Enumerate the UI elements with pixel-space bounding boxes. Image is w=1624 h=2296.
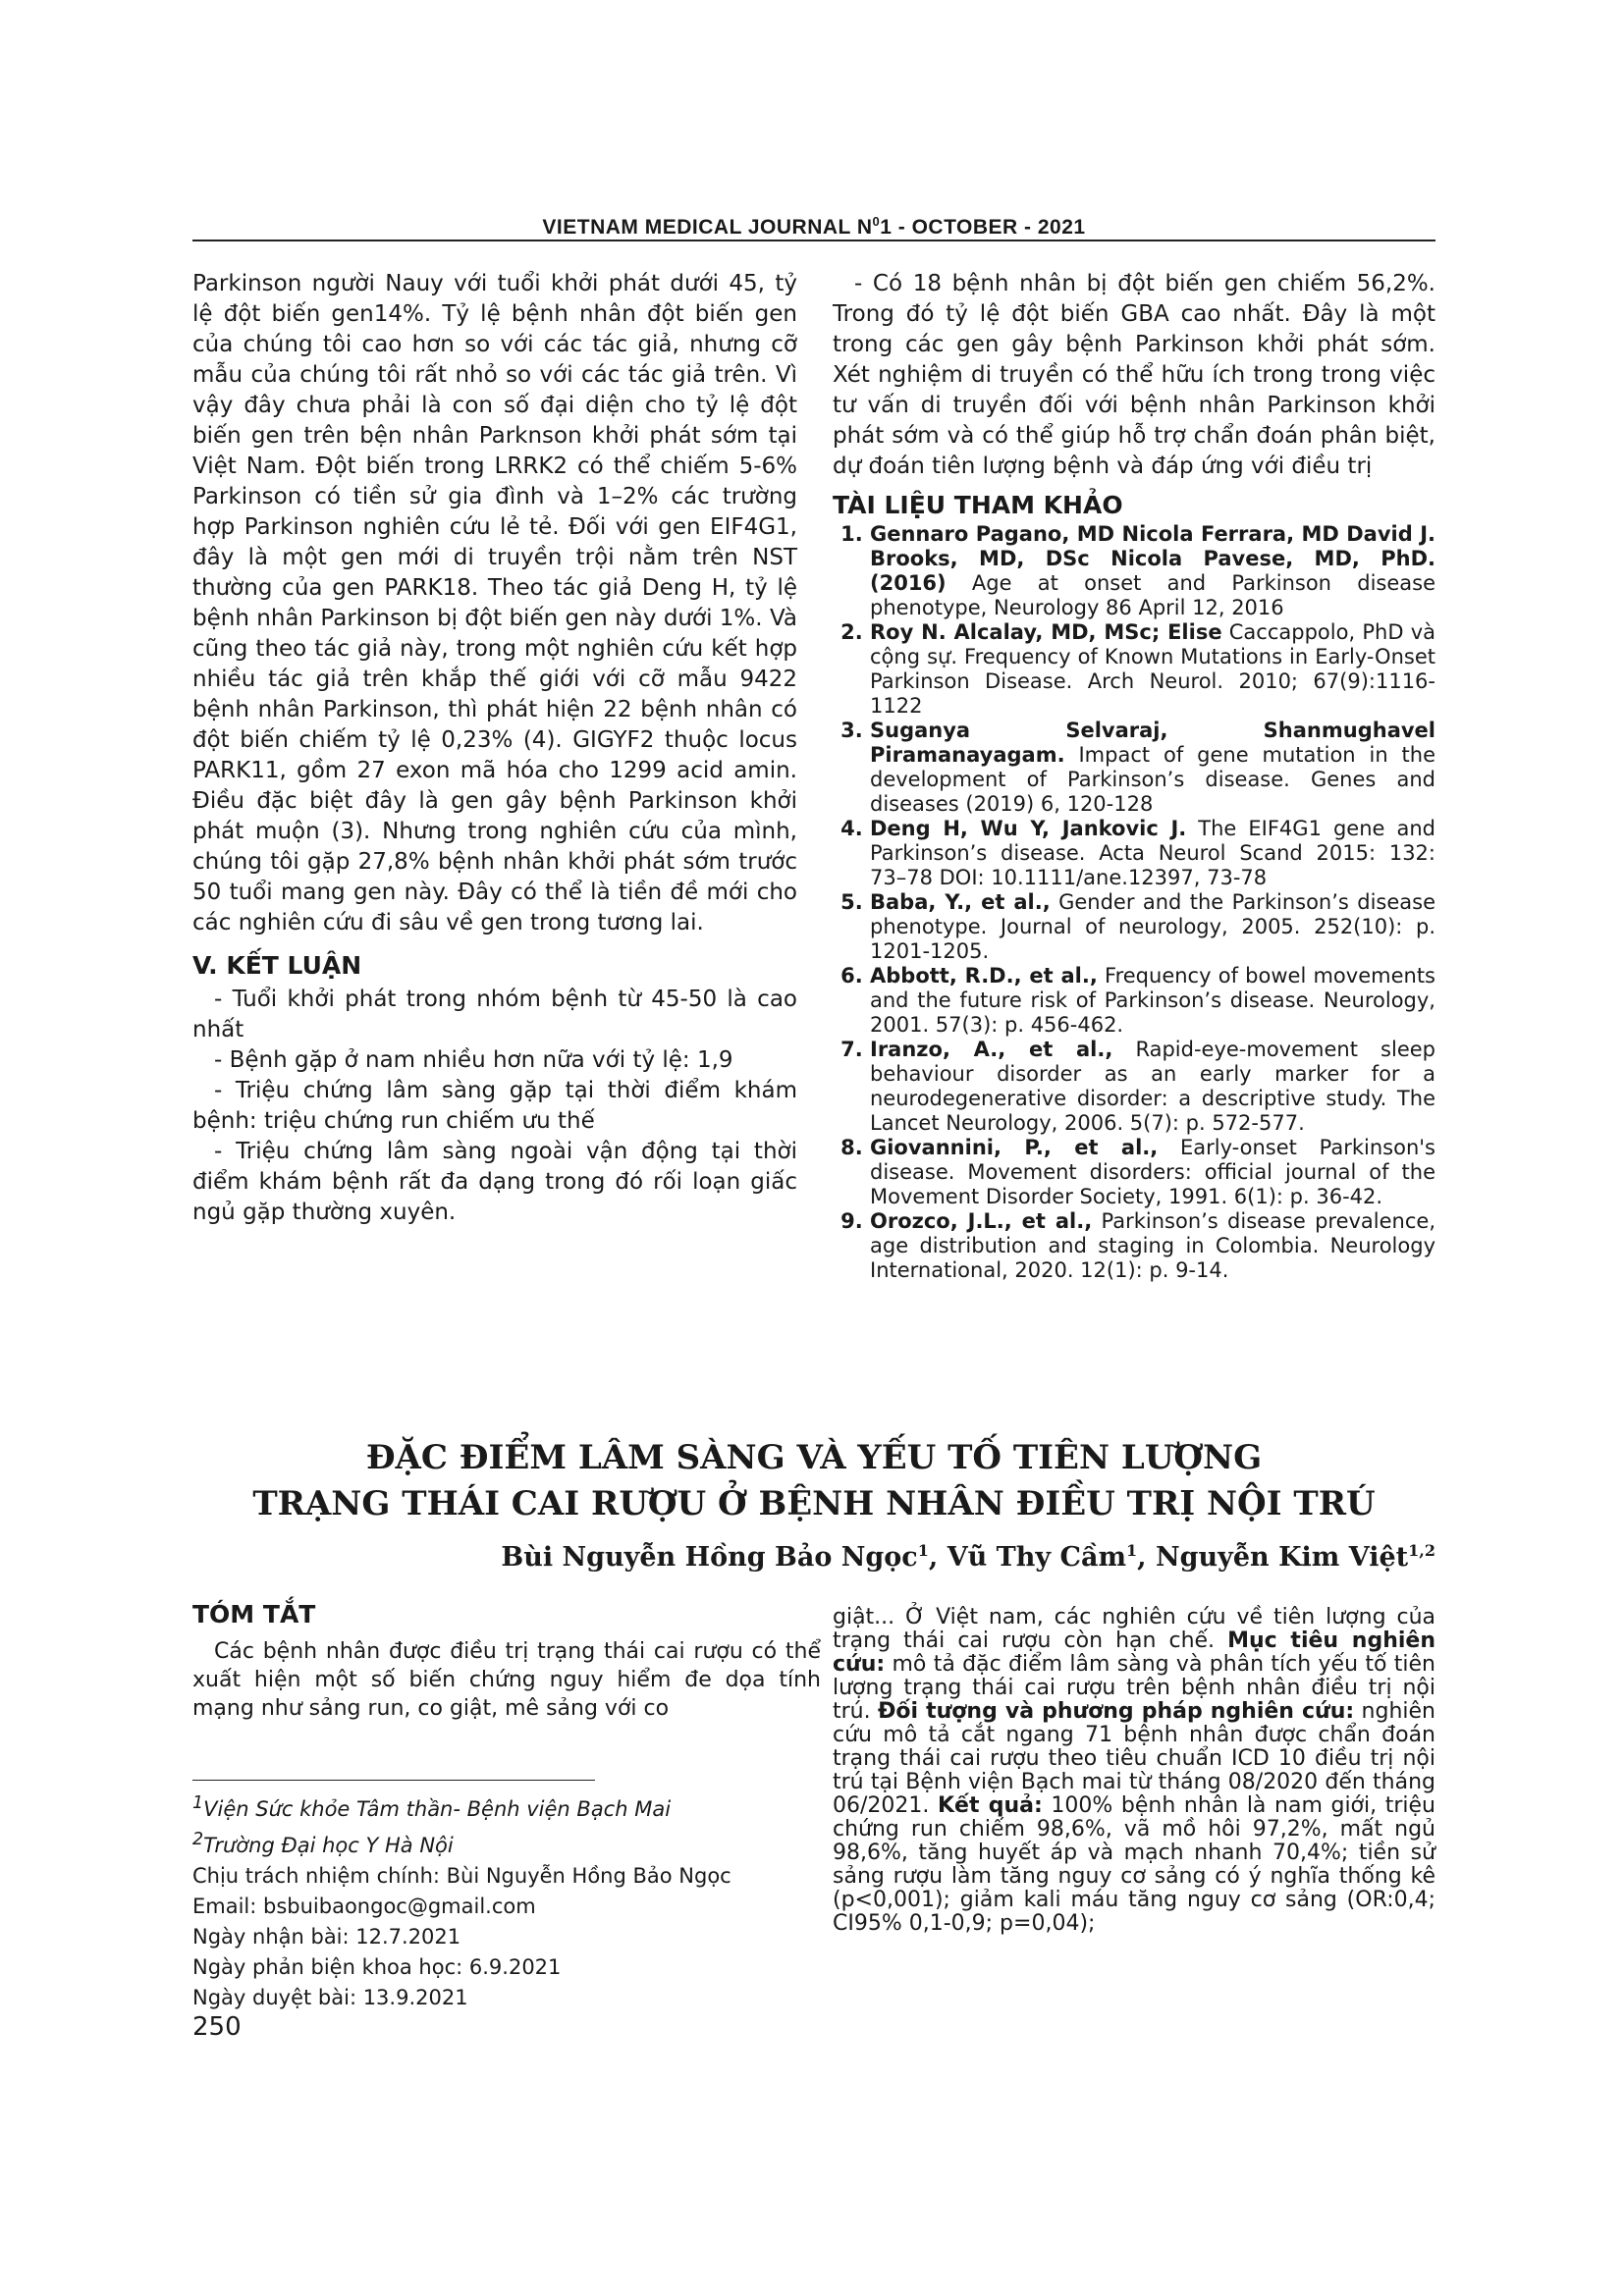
article-title-line-2: TRẠNG THÁI CAI RƯỢU Ở BỆNH NHÂN ĐIỀU TRỊ NỘI TRÚ	[252, 1484, 1376, 1523]
reference-item	[870, 890, 1435, 964]
conclusion-item: - Tuổi khởi phát trong nhóm bệnh từ 45-50 là cao nhất	[192, 987, 797, 1042]
footnote-affiliation-1	[192, 1789, 821, 1825]
summary-text: nghiên cứu mô tả cắt ngang 71 bệnh nhân được chẩn đoán trạng thái cai rượu theo tiêu chuẩn ICD 10 điều trị nội trú tại Bệnh viện Bạch mai từ tháng 08/2020 đến tháng 06/2021.	[833, 1699, 1435, 1818]
reference-item	[870, 620, 1435, 719]
author-name: Bùi Nguyễn Hồng Bảo Ngọc	[501, 1542, 918, 1573]
reference-authors: Iranzo, A., et al.,	[870, 1038, 1113, 1061]
reference-citation: Impact of gene mutation in the development of Parkinson’s disease. Genes and diseases (2019) 6, 120-128	[870, 743, 1435, 816]
reference-citation: The EIF4G1 gene and Parkinson’s disease. Acta Neurol Scand 2015: 132: 73–78 DOI: 10.1111/ane.12397, 73-78	[870, 817, 1435, 889]
summary-label-objective: Mục tiêu nghiên cứu:	[833, 1629, 1435, 1677]
footnote-text: Viện Sức khỏe Tâm thần- Bệnh viện Bạch Mai	[203, 1797, 672, 1821]
reference-item	[870, 719, 1435, 817]
author-affiliation: 1	[917, 1541, 929, 1560]
footnote-rule	[192, 1780, 595, 1781]
journal-name: VIETNAM MEDICAL JOURNAL N	[542, 216, 873, 239]
conclusion-paragraph: - Có 18 bệnh nhân bị đột biến gen chiếm 56,2%. Trong đó tỷ lệ đột biến GBA cao nhất. Đây là một trong các gen gây bệnh Parkinson khởi phát sớm. Xét nghiệm di truyền có thể hữu ích trong trong việc tư vấn di truyền đối với bệnh nhân Parkinson khởi phát sớm và có thể giúp hỗ trợ chẩn đoán phân biệt, dự đoán tiên lượng bệnh và đáp ứng với điều trị	[833, 271, 1435, 479]
article-authors: Bùi Nguyễn Hồng Bảo Ngọc$^1$, Vũ Thy Cầm$^1$, Nguyễn Kim Việt$^{1,2}$	[501, 1541, 1435, 1573]
reference-citation: Frequency of bowel movements and the future risk of Parkinson’s disease. Neurology, 2001. 57(3): p. 456-462.	[870, 964, 1435, 1037]
summary-text: mô tả đặc điểm lâm sàng và phân tích yếu tố tiên lượng trạng thái cai rượu trên bệnh nhân điều trị nội trú.	[833, 1652, 1435, 1724]
conclusion-item: - Bệnh gặp ở nam nhiều hơn nữa với tỷ lệ: 1,9	[214, 1047, 733, 1073]
footnotes	[192, 1789, 821, 2013]
footnote-received: Ngày nhận bài: 12.7.2021	[192, 1925, 461, 1949]
author-affiliation: 1,2	[1408, 1541, 1435, 1560]
conclusion-heading: V. KẾT LUẬN	[192, 951, 362, 980]
references-heading: TÀI LIỆU THAM KHẢO	[833, 491, 1123, 519]
summary-text: giật... Ở Việt nam, các nghiên cứu về tiên lượng của trạng thái cai rượu còn hạn chế.	[833, 1605, 1435, 1653]
reference-item	[870, 522, 1435, 620]
article-title-line-1: ĐẶC ĐIỂM LÂM SÀNG VÀ YẾU TỐ TIÊN LƯỢNG	[365, 1438, 1263, 1477]
reference-authors: Abbott, R.D., et al.,	[870, 964, 1098, 988]
footnote-responsible: Chịu trách nhiệm chính: Bùi Nguyễn Hồng Bảo Ngọc	[192, 1864, 731, 1888]
author-name: Vũ Thy Cầm	[947, 1542, 1127, 1573]
footnote-sup: 2	[192, 1830, 204, 1849]
footnote-accepted: Ngày duyệt bài: 13.9.2021	[192, 1986, 468, 2009]
footnote-reviewed: Ngày phản biện khoa học: 6.9.2021	[192, 1955, 562, 1979]
author-name: Nguyễn Kim Việt	[1155, 1542, 1409, 1573]
reference-citation: Age at onset and Parkinson disease phenotype, Neurology 86 April 12, 2016	[870, 571, 1435, 619]
summary-label-methods: Đối tượng và phương pháp nghiên cứu:	[877, 1699, 1355, 1724]
summary-text: 100% bệnh nhân là nam giới, triệu chứng run chiếm 98,6%, vã mồ hôi 97,2%, mất ngủ 98,6%, tăng huyết áp và mạch nhanh 70,4%; tiền sử sảng rượu làm tăng nguy cơ sảng có ý nghĩa thống kê (p<0,001); giảm kali máu tăng nguy cơ sảng (OR:0,4; CI95% 0,1-0,9; p=0,04);	[833, 1793, 1435, 1936]
summary-heading: TÓM TẮT	[192, 1600, 316, 1629]
journal-number-sup: 0	[872, 214, 881, 229]
reference-authors: Orozco, J.L., et al.,	[870, 1209, 1093, 1233]
reference-citation: Caccappolo, PhD và cộng sự. Frequency of Known Mutations in Early-Onset Parkinson Disease. Arch Neurol. 2010; 67(9):1116-1122	[870, 620, 1435, 718]
header-rule	[192, 240, 1435, 241]
reference-authors: Suganya Selvaraj, Shanmughavel Piramanayagam.	[870, 719, 1435, 767]
reference-citation: Parkinson’s disease prevalence, age distribution and staging in Colombia. Neurology International, 2020. 12(1): p. 9-14.	[870, 1209, 1435, 1282]
summary-label-results: Kết quả:	[938, 1793, 1043, 1818]
journal-header	[192, 214, 1435, 240]
conclusion-item: - Triệu chứng lâm sàng ngoài vận động tại thời điểm khám bệnh rất đa dạng trong đó rối loạn giấc ngủ gặp thường xuyên.	[192, 1139, 797, 1225]
journal-issue: 1 - OCTOBER - 2021	[880, 216, 1086, 239]
summary-left-text: Các bệnh nhân được điều trị trạng thái cai rượu có thể xuất hiện một số biến chứng nguy hiểm đe dọa tính mạng như sảng run, co giật, mê sảng với co	[192, 1639, 821, 1721]
footnote-sup: 1	[192, 1793, 204, 1813]
discussion-paragraph: Parkinson người Nauy với tuổi khởi phát dưới 45, tỷ lệ đột biến gen14%. Tỷ lệ bệnh nhân đột biến gen của chúng tôi cao hơn so với các tác giả, nhưng cỡ mẫu của chúng tôi rất nhỏ so với các tác giả trên. Vì vậy đây chưa phải là con số đại diện cho tỷ lệ đột biến gen trên bện nhân Parknson khởi phát sớm tại Việt Nam. Đột biến trong LRRK2 có thể chiếm 5-6% Parkinson có tiền sử gia đình và 1–2% các trường hợp Parkinson nghiên cứu lẻ tẻ. Đối với gen EIF4G1, đây là một gen mới di truyền trội nằm trên NST thường của gen PARK18. Theo tác giả Deng H, tỷ lệ bệnh nhân Parkinson bị đột biến gen này dưới 1%. Và cũng theo tác giả này, trong một nghiên cứu kết hợp nhiều tác giả trên khắp thế giới với cỡ mẫu 9422 bệnh nhân Parkinson, thì phát hiện 22 bệnh nhân có đột biến chiếm tỷ lệ 0,23% (4). GIGYF2 thuộc locus PARK11, gồm 27 exon mã hóa cho 1299 acid amin. Điều đặc biệt đây là gen gây bệnh Parkinson khởi phát muộn (3). Nhưng trong nghiên cứu của mình, chúng tôi gặp 27,8% bệnh nhân khởi phát sớm trước 50 tuổi mang gen này. Đây có thể là tiền đề mới cho các nghiên cứu đi sâu về gen trong tương lai.	[192, 271, 797, 935]
reference-citation: Early-onset Parkinson's disease. Movement disorders: official journal of the Movement Disorder Society, 1991. 6(1): p. 36-42.	[870, 1136, 1435, 1208]
reference-item	[870, 817, 1435, 890]
summary-right-text	[833, 1606, 1435, 1936]
references-list	[833, 522, 1435, 1283]
reference-item	[870, 1038, 1435, 1136]
footnote-email: Email: bsbuibaongoc@gmail.com	[192, 1895, 536, 1918]
reference-authors: Gennaro Pagano, MD Nicola Ferrara, MD David J. Brooks, MD, DSc Nicola Pavese, MD, PhD. (2016)	[870, 522, 1435, 595]
footnote-text: Trường Đại học Y Hà Nội	[203, 1834, 454, 1857]
reference-authors: Roy N. Alcalay, MD, MSc; Elise	[870, 620, 1222, 644]
reference-authors: Deng H, Wu Y, Jankovic J.	[870, 817, 1187, 840]
conclusion-item: - Triệu chứng lâm sàng gặp tại thời điểm khám bệnh: triệu chứng run chiếm ưu thế	[192, 1078, 797, 1134]
left-column	[192, 269, 797, 1228]
reference-item	[870, 1209, 1435, 1283]
reference-item	[870, 964, 1435, 1038]
page-number: 250	[192, 2012, 242, 2042]
reference-citation: Gender and the Parkinson’s disease phenotype. Journal of neurology, 2005. 252(10): p. 1201-1205.	[870, 890, 1435, 963]
right-column	[833, 269, 1435, 1283]
footnote-affiliation-2	[192, 1825, 821, 1861]
reference-authors: Baba, Y., et al.,	[870, 890, 1051, 914]
reference-authors: Giovannini, P., et al.,	[870, 1136, 1159, 1159]
author-affiliation: 1	[1126, 1541, 1138, 1560]
reference-citation: Rapid-eye-movement sleep behaviour disorder as an early marker for a neurodegenerative disorder: a descriptive study. The Lancet Neurology, 2006. 5(7): p. 572-577.	[870, 1038, 1435, 1135]
reference-item	[870, 1136, 1435, 1209]
